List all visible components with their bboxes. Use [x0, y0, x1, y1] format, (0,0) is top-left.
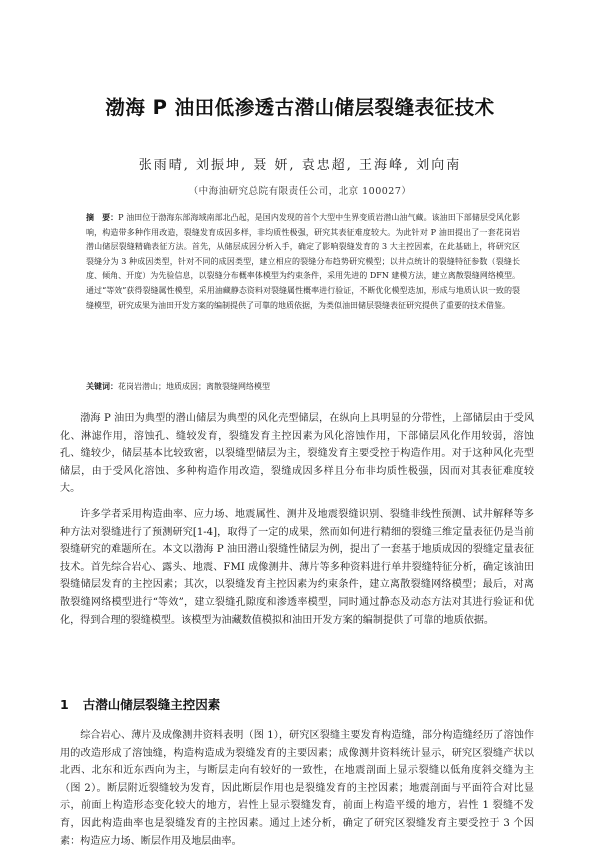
keywords-text: 花岗岩潜山；地质成因；离散裂缝网络模型	[118, 382, 270, 391]
keywords-label: 关键词：	[86, 382, 118, 391]
section-number: 1	[60, 697, 69, 712]
author-list: 张雨晴, 刘振坤, 聂 妍, 袁忠超, 王海峰, 刘向南	[138, 158, 462, 173]
abstract	[86, 211, 520, 313]
keywords	[86, 380, 520, 394]
paper-title: 渤海 P 油田低渗透古潜山储层裂缝表征技术	[105, 96, 495, 119]
abstract-label: 摘 要：	[86, 213, 119, 222]
intro-paragraph-2: 许多学者采用构造曲率、应力场、地震属性、测井及地震裂缝识别、裂缝非线性预测、试井解释等多种方法对裂缝进行了预测研究[1-4]，取得了一定的成果，然而如何进行精细的裂缝三维定量表征仍是当前裂缝研究的难题所在。本文以渤海 P 油田潜山裂缝性储层为例，提出了一套基于地质成因的裂缝定量表征技术。首先综合岩心、露头、地震、FMI 成像测井、薄片等多种资料进行单井裂缝特征分析，确定该油田裂缝储层发育的主控因素；其次，以裂缝发育主控因素为约束条件，建立离散裂缝网络模型；最后，对离散裂缝网络模型进行“等效”，建立裂缝孔隙度和渗透率模型，同时通过静态及动态方法对其进行验证和优化，得到合理的裂缝模型。该模型为油藏数值模拟和油田开发方案的编制提供了可靠的地质依据。	[60, 509, 534, 626]
section-heading	[60, 695, 220, 713]
intro-paragraph-1: 渤海 P 油田为典型的潜山储层为典型的风化壳型储层，在纵向上具明显的分带性，上部储层由于受风化、淋滤作用，溶蚀孔、缝较发育，裂缝发育主控因素为风化溶蚀作用，下部储层风化作用较弱，溶蚀孔、缝较少，储层基本比较致密，以裂缝型储层为主，裂缝发育主要受控于构造作用。对于这种风化壳型储层，由于受风化溶蚀、多种构造作用改造，裂缝成因多样且分布非均质性极强，因而对其表征难度较大。	[60, 413, 534, 495]
section-title: 古潜山储层裂缝主控因素	[82, 697, 221, 712]
affiliation: （中海油研究总院有限责任公司，北京 100027）	[188, 186, 412, 197]
section-paragraph-1: 综合岩心、薄片及成像测井资料表明（图 1），研究区裂缝主要发育构造缝，部分构造缝经历了溶蚀作用的改造形成了溶蚀缝，构造构造成为裂缝发育的主要因素；成像测井资料统计显示，研究区裂缝产状以北西、北东和近东西向为主，与断层走向有较好的一致性，在地震剖面上显示裂缝以低角度斜交缝为主（图 2）。断层附近裂缝较为发育，因此断层作用也是裂缝发育的主控因素；地震剖面与平面符合对比显示，前面上构造形态变化较大的地方，岩性上显示裂缝发育，前面上构造平缓的地方，岩性 1 裂缝不发育，因此构造曲率也是裂缝发育的主控因素。通过上述分析，确定了研究区裂缝发育主要受控于 3 个因素：构造应力场、断层作用及地层曲率。	[60, 730, 534, 847]
abstract-text: P 油田位于渤海东部海域南部北凸起，是国内发现的首个大型中生界变质岩潜山油气藏。该油田下部储层受风化影响，构造带多种作用改造，裂缝发育成因多样，非均质性极强，研究其表征难度较大。为此针对 P 油田提出了一套花岗岩潜山储层裂缝精确表征方法。首先，从储层成因分析入手，确定了影响裂缝发育的 3 大主控因素，在此基础上，将研究区裂缝分为 3 种成因类型，针对不同的成因类型，建立相应的裂缝分布趋势研究模型；以井点统计的裂缝特征参数（裂缝长度、倾角、开度）为先验信息，以裂缝分布概率体模型为约束条件，采用先进的 DFN 建模方法，建立离散裂缝网络模型。通过“等效”获得裂缝属性模型，采用油藏静态资料对裂缝属性概率进行验证，不断优化模型迭加，形成与地质认识一致的裂缝模型，研究成果为油田开发方案的编制提供了可靠的地质依据，为类似油田储层裂缝表征研究提供了重要的技术借鉴。	[86, 213, 521, 310]
